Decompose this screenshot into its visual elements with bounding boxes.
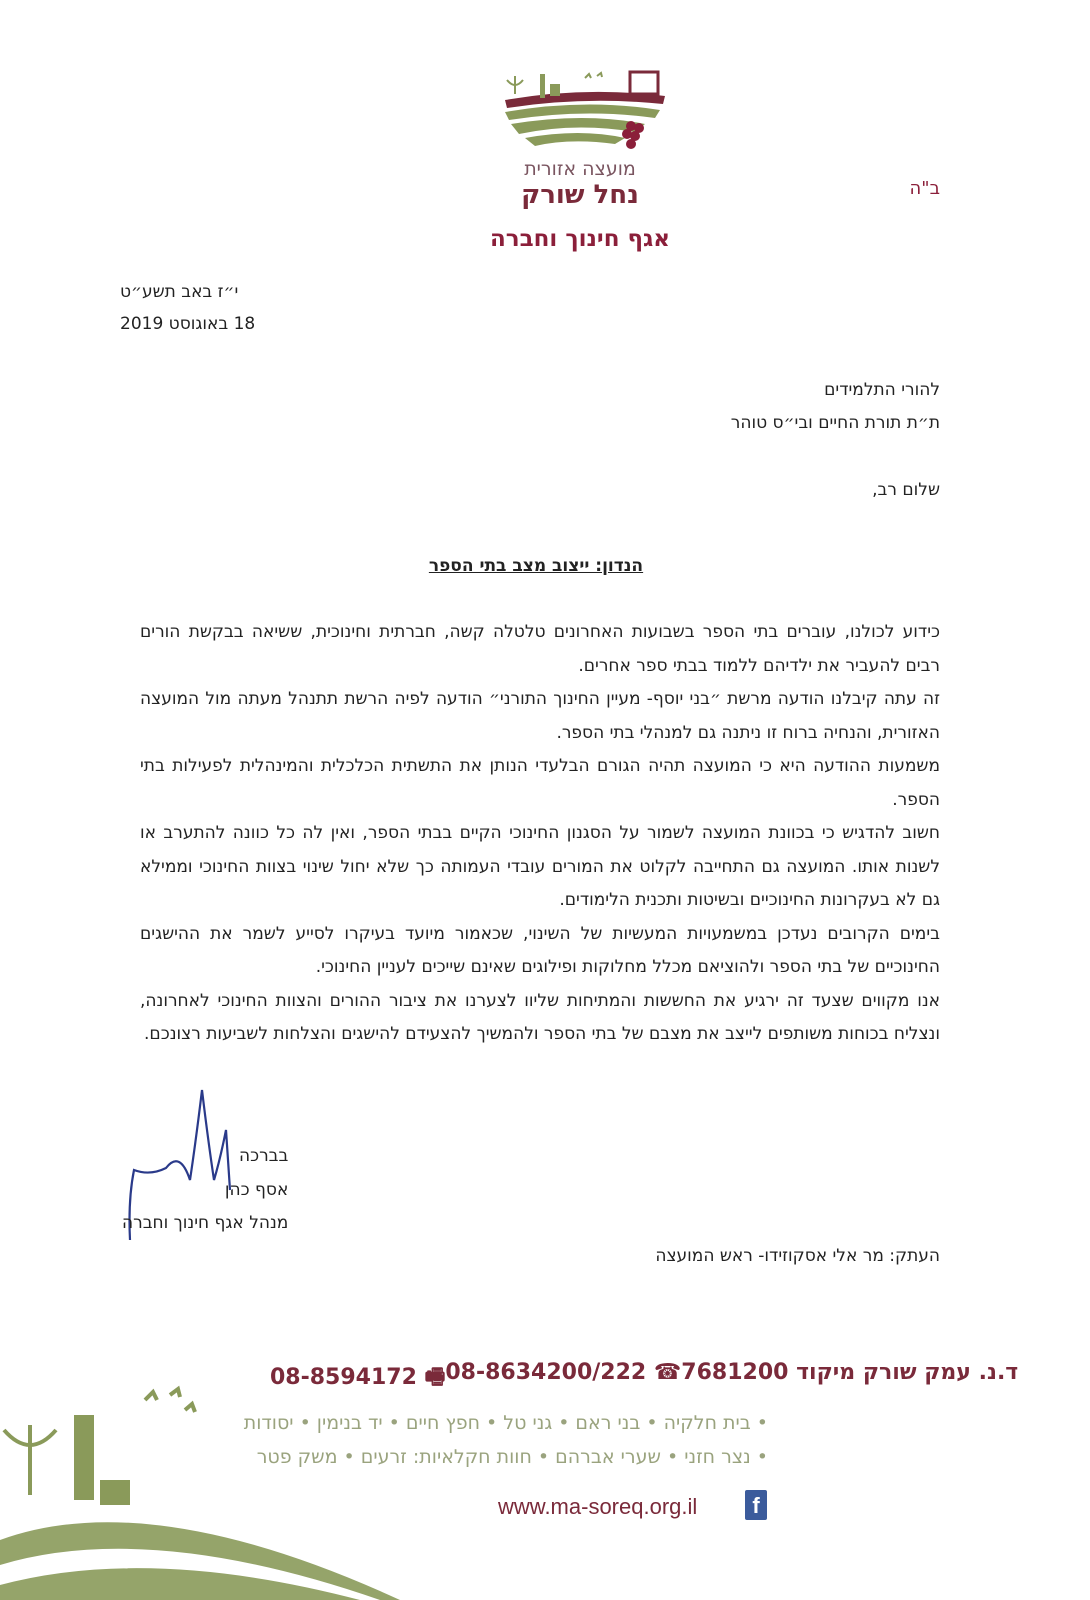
signoff-block [122, 1140, 288, 1241]
hebrew-date: י״ז באב תשע״ט [120, 282, 239, 302]
website-link[interactable]: www.ma-soreq.org.il [498, 1494, 698, 1519]
bh-mark: ב"ה [909, 178, 940, 199]
department-name: אגף חינוך וחברה [489, 226, 671, 252]
contact-line [270, 1360, 1019, 1398]
paragraph: משמעות ההודעה היא כי המועצה תהיה הגורם הבלעדי הנותן את התשתית הכלכלית והמינהלית לפעילות בתי הספר. [140, 756, 940, 810]
signer-name: אסף כהן [224, 1179, 289, 1200]
cc-line: העתק: מר אלי אסקוזידו- ראש המועצה [655, 1246, 940, 1266]
subject-line: הנדון: ייצוב מצב בתי הספר [428, 556, 644, 576]
recipient-line-2: ת״ת תורת החיים ובי״ס טוהר [730, 413, 940, 433]
paragraph: אנו מקווים שצעד זה ירגיע את החששות והמתיחות שליוו לצערנו את ציבור ההורים והצוות החינוכי לאחרונה, ונצליח בכוחות משותפים לייצב את מצבם של בתי הספר ולהמשיך להצעידם להישגים והצלחות לשביעות רצונכם. [140, 990, 940, 1044]
phone-icon: ☎ [653, 1360, 682, 1385]
council-logo [505, 68, 675, 158]
gregorian-date: 18 באוגוסט 2019 [120, 314, 256, 334]
letter-body [140, 616, 940, 1052]
fax-number: 08-8594172 🖷 [270, 1365, 446, 1390]
phone-number: 08-8634200/222 ☎ [445, 1360, 682, 1385]
settlements-line-2: • נצר חזני • שערי אברהם • חוות חקלאיות: זרעים • משק פטר [256, 1446, 768, 1468]
fax-icon: 🖷 [424, 1365, 446, 1390]
signer-title: מנהל אגף חינוך וחברה [122, 1213, 289, 1233]
paragraph: זה עתה קיבלנו הודעה מרשת ״בני יוסף- מעיין החינוך התורני״ הודעה לפיה הרשת תתנהל מעתה מול המועצה האזורית, והנחיה ברוח זו ניתנה גם למנהלי בתי הספר. [140, 689, 940, 743]
paragraph: בימים הקרובים נעדכן במשמעויות המעשיות של השינוי, שכאמור מיועד בעיקרו לסייע לשמר את ההישגים החינוכיים של בתי הספר ולהוציאם מכלל מחלוקות ופילוגים שאינם שייכים לעניין החינוכי. [140, 923, 940, 977]
facebook-icon[interactable]: f [745, 1490, 767, 1520]
paragraph: כידוע לכולנו, עוברים בתי הספר בשבועות האחרונים טלטלה קשה, חברתית וחינוכית, ששיאה בבקשת הורים רבים להעביר את ילדיהם ללמוד בבתי ספר אחרים. [140, 622, 940, 676]
recipient-line-1: להורי התלמידים [824, 380, 940, 400]
postal-address: ד.נ. עמק שורק מיקוד 7681200 [681, 1360, 1019, 1385]
org-name: נחל שורק [521, 180, 639, 210]
signoff-blessing: בברכה [238, 1146, 289, 1166]
org-subtitle: מועצה אזורית [524, 158, 636, 180]
greeting: שלום רב, [872, 480, 940, 500]
settlements-line-1: • בית חלקיה • בני ראם • גני טל • חפץ חיים • יד בנימין • יסודות [243, 1412, 768, 1434]
paragraph: חשוב להדגיש כי בכוונת המועצה לשמור על הסגנון החינוכי הקיים בבתי הספר, ואין לה כל כוונה להתערב או לשנות אותו. המועצה גם התחייבה לקלוט את המורים עובדי העמותה כך שלא יחול שינוי בצוות החינוכי וממילא גם לא בעקרונות החינוכיים ובשיטות ותכנית הלימודים. [140, 823, 940, 910]
